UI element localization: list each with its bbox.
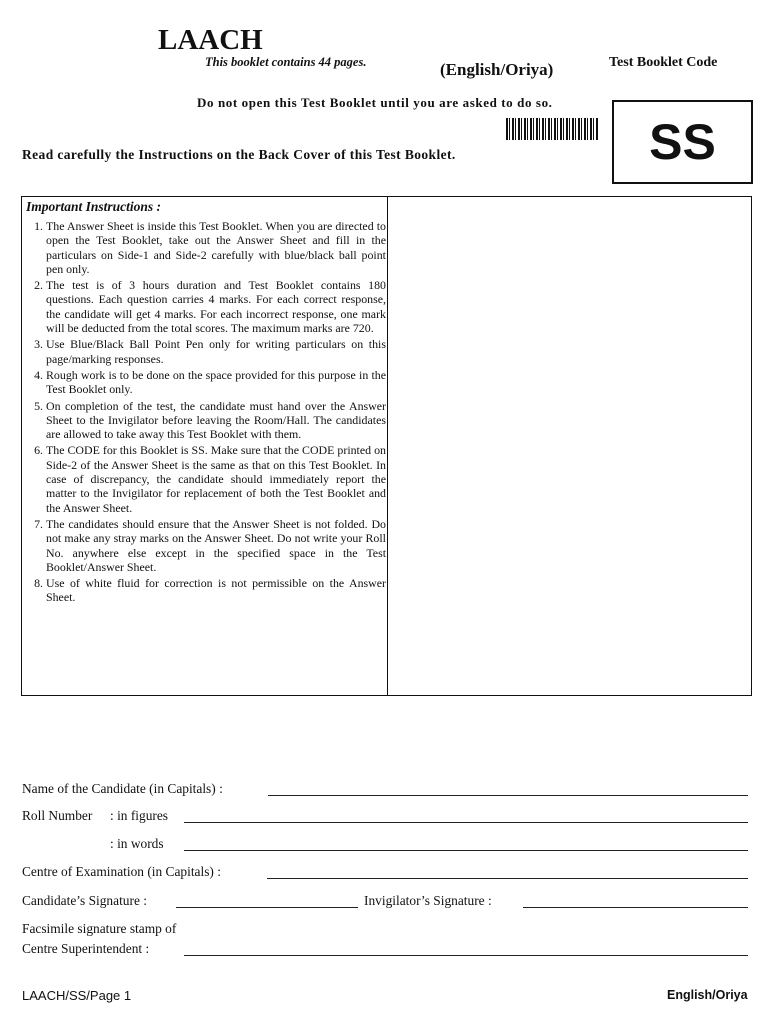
invigilator-signature-label: Invigilator’s Signature : — [364, 893, 492, 908]
read-carefully-note: Read carefully the Instructions on the Back Cover of this Test Booklet. — [22, 147, 456, 162]
instruction-item: 4. Rough work is to be done on the space provided for this purpose in the Test Booklet only. — [46, 368, 386, 397]
barcode — [506, 118, 598, 140]
instructions-heading: Important Instructions : — [26, 199, 162, 214]
roll-figures-line[interactable] — [184, 822, 748, 823]
instruction-item: 8. Use of white fluid for correction is not permissible on the Answer Sheet. — [46, 576, 386, 605]
roll-words-line[interactable] — [184, 850, 748, 851]
invigilator-signature-line[interactable] — [523, 907, 748, 908]
facsimile-label-2: Centre Superintendent : — [22, 941, 150, 956]
paper-code: LAACH — [158, 24, 263, 56]
instruction-item: 7. The candidates should ensure that the Answer Sheet is not folded. Do not make any stray marks on the Answer Sheet. Do not write your Roll No. anywhere else except in the specified space in the Test Booklet/Answer Sheet. — [46, 517, 386, 574]
do-not-open-note: Do not open this Test Booklet until you are asked to do so. — [197, 95, 553, 110]
roll-number-label: Roll Number — [22, 808, 93, 823]
candidate-name-line[interactable] — [268, 795, 748, 796]
instruction-item: 6. The CODE for this Booklet is SS. Make sure that the CODE printed on Side-2 of the Answer Sheet is the same as that on this Test Booklet. In case of discrepancy, the candidate should immediately report the matter to the Invigilator for replacement of both the Test Booklet and the Answer Sheet. — [46, 443, 386, 514]
candidate-name-label: Name of the Candidate (in Capitals) : — [22, 781, 223, 796]
instruction-item: 3. Use Blue/Black Ball Point Pen only for writing particulars on this page/marking responses. — [46, 337, 386, 366]
test-booklet-code-label: Test Booklet Code — [609, 55, 718, 70]
roll-words-label: : in words — [110, 836, 164, 851]
roll-figures-label: : in figures — [110, 808, 169, 823]
facsimile-line[interactable] — [184, 955, 748, 956]
language-label: (English/Oriya) — [440, 60, 554, 79]
footer-page-id: LAACH/SS/Page 1 — [22, 988, 132, 1003]
instructions-list — [22, 219, 386, 607]
instruction-item: 1. The Answer Sheet is inside this Test Booklet. When you are directed to open the Test Booklet, take out the Answer Sheet and fill in the particulars on Side-1 and Side-2 carefully with blue/black ball point pen only. — [46, 219, 386, 276]
booklet-code-box: SS — [612, 100, 753, 184]
centre-line[interactable] — [267, 878, 748, 879]
footer-language: English/Oriya — [667, 988, 748, 1002]
candidate-signature-label: Candidate’s Signature : — [22, 893, 147, 908]
instruction-item: 2. The test is of 3 hours duration and Test Booklet contains 180 questions. Each question carries 4 marks. For each correct response, the candidate will get 4 marks. For each incorrect response, one mark will be deducted from the total scores. The maximum marks are 720. — [46, 278, 386, 335]
centre-label: Centre of Examination (in Capitals) : — [22, 864, 221, 879]
facsimile-label-1: Facsimile signature stamp of — [22, 921, 177, 936]
instruction-item: 5. On completion of the test, the candidate must hand over the Answer Sheet to the Invigilator before leaving the Room/Hall. The candidates are allowed to take away this Test Booklet with them. — [46, 399, 386, 442]
page-count-note: This booklet contains 44 pages. — [205, 55, 367, 69]
candidate-signature-line[interactable] — [176, 907, 358, 908]
